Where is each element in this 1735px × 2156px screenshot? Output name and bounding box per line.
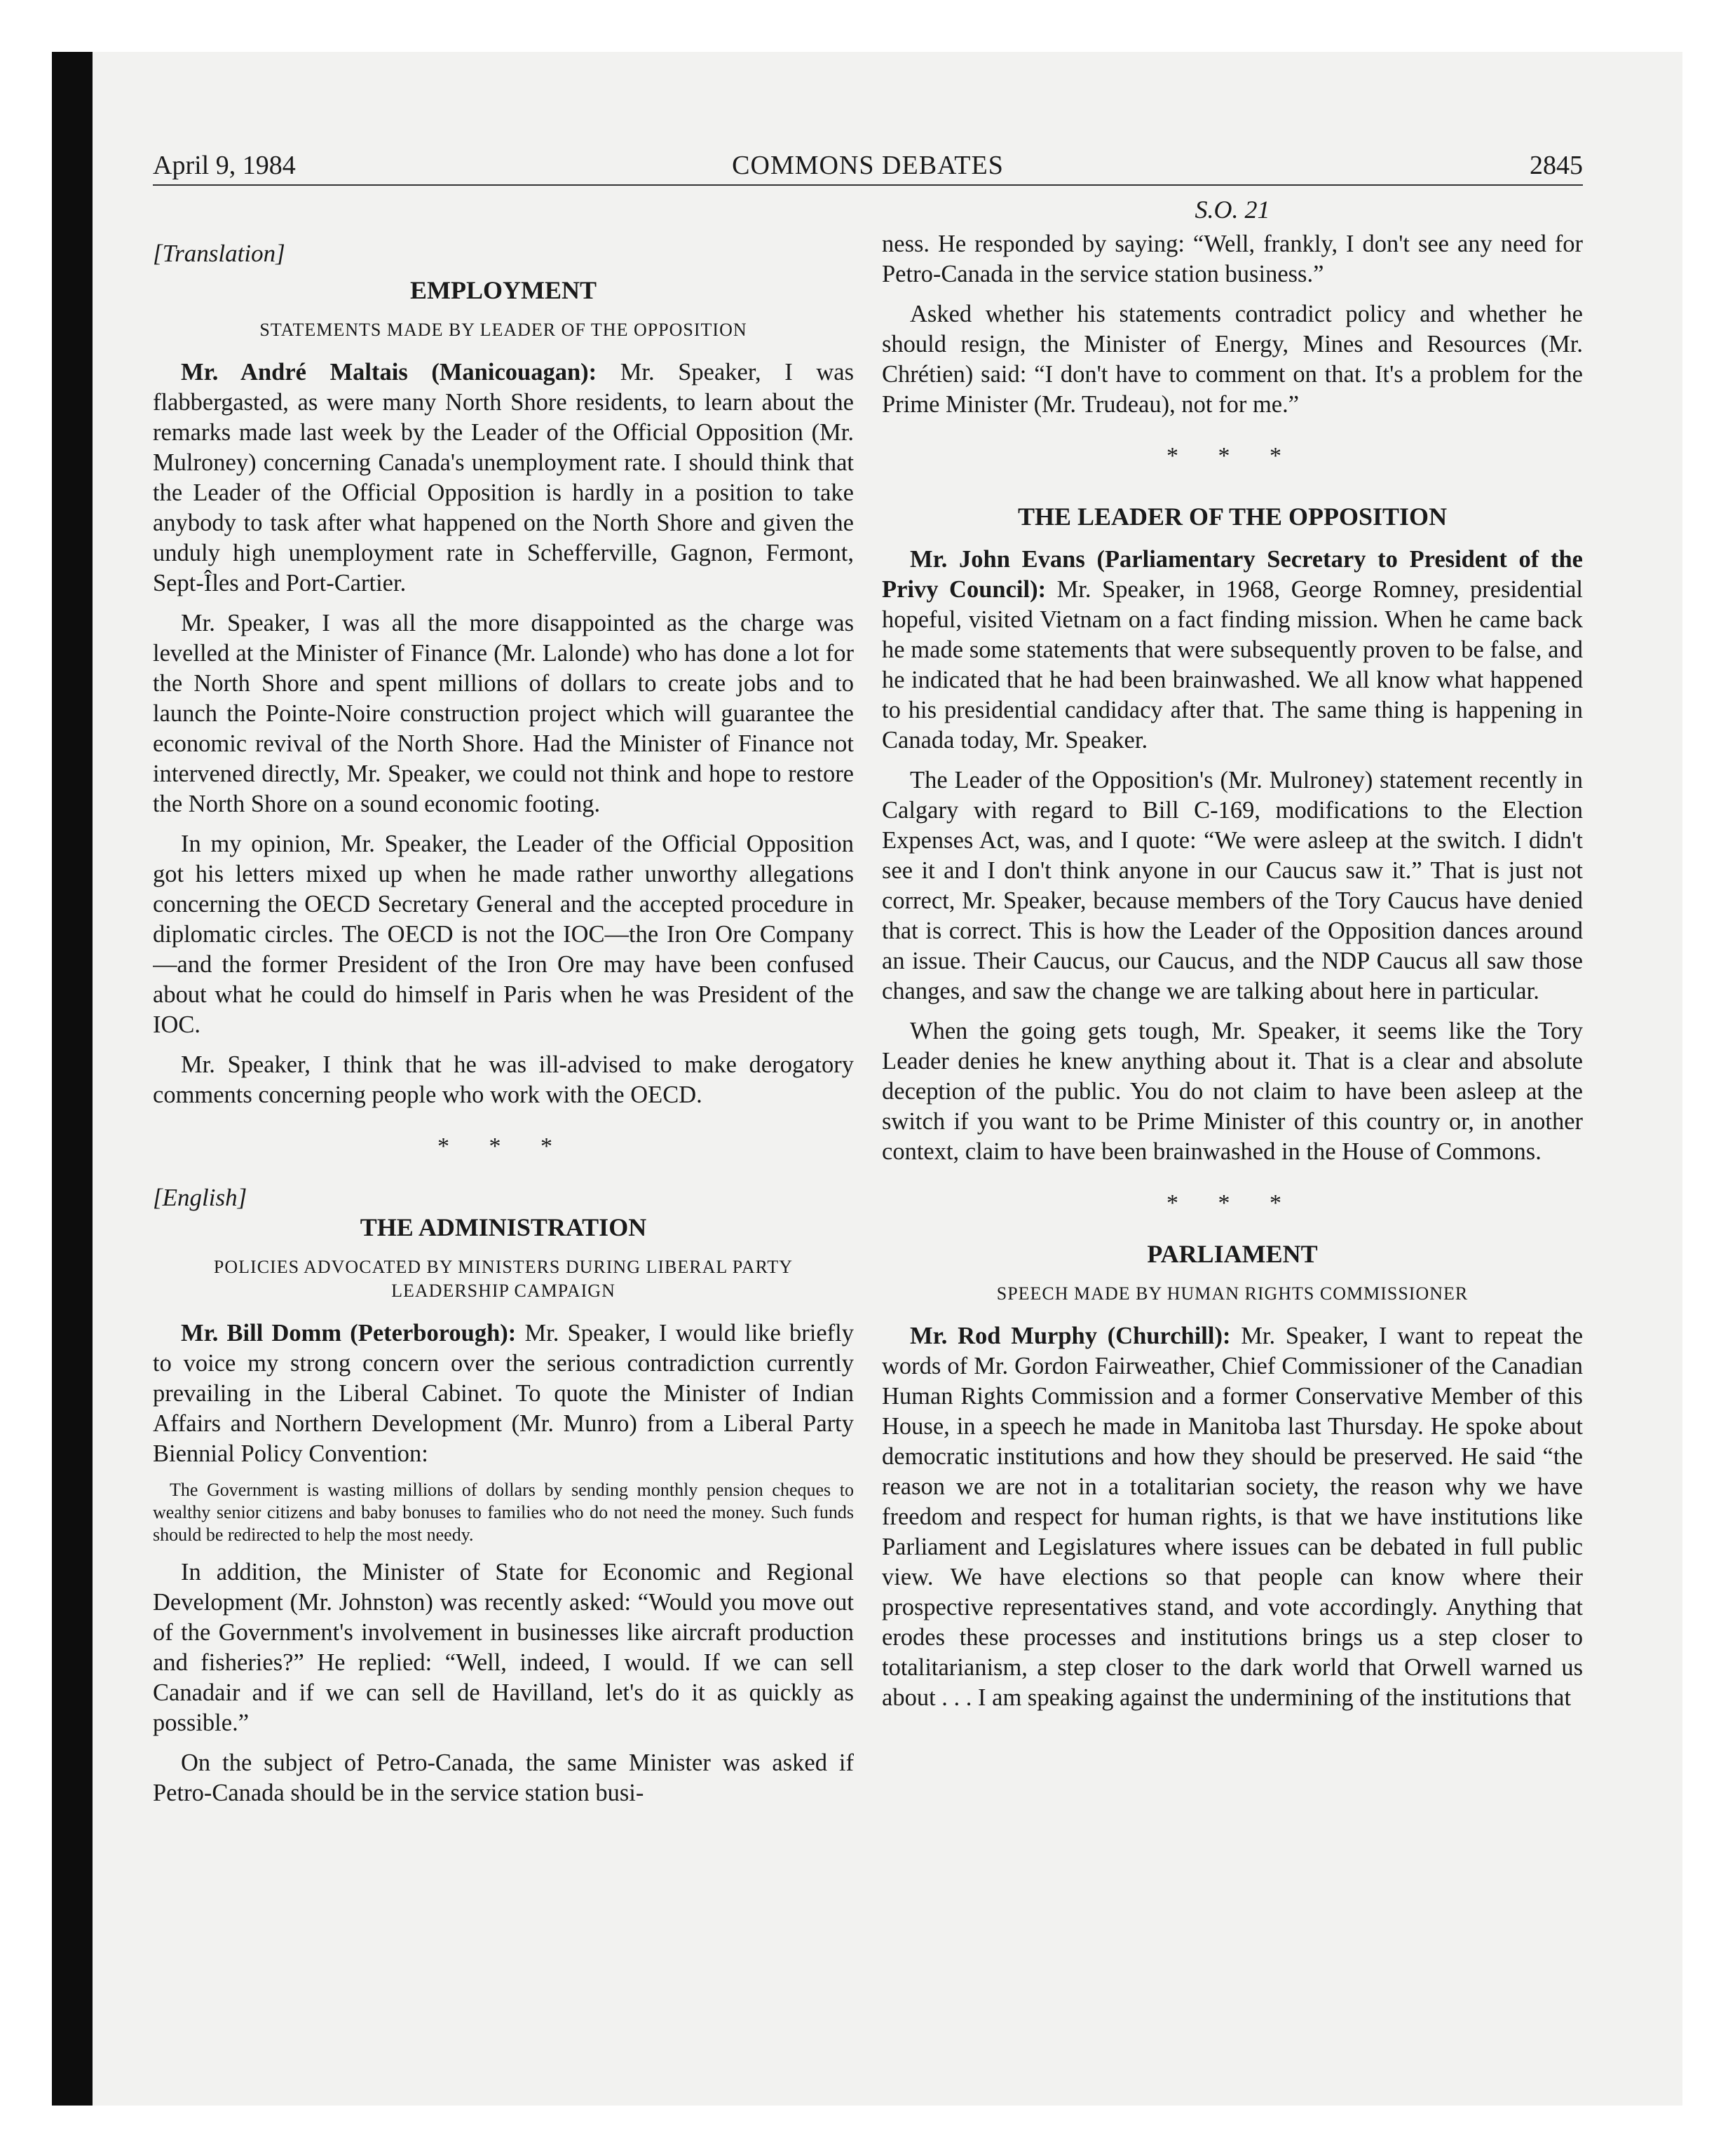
paragraph-text: Mr. Speaker, I would like briefly to voice my strong concern over the serious contradiction currently prevailing in the Liberal Cabinet. To quote the Minister of Indian Affairs and Northern Development (Mr. Munro) from a Liberal Party Biennial Policy Convention: (153, 1320, 854, 1467)
speaker-name: Mr. Rod Murphy (Churchill): (910, 1323, 1231, 1349)
paragraph (153, 1318, 854, 1469)
paragraph-text: Mr. Speaker, in 1968, George Romney, presidential hopeful, visited Vietnam on a fact finding mission. When he came back he made some statements that were subsequently proven to be false, and he indicated that he had been brainwashed. We all know what happened to his presidential candidacy after that. The same thing is happening in Canada today, Mr. Speaker. (882, 576, 1583, 753)
subhead-parliament: SPEECH MADE BY HUMAN RIGHTS COMMISSIONER (996, 1283, 1469, 1304)
paragraph (882, 1321, 1583, 1713)
speaker-name: Mr. John Evans (Parliamentary Secretary to President of the Privy Council): (882, 546, 1583, 603)
left-column (153, 195, 854, 1933)
section-title-administration: THE ADMINISTRATION (360, 1213, 647, 1241)
section-title-parliament: PARLIAMENT (1147, 1240, 1318, 1268)
paragraph-text: Mr. Speaker, I was flabbergasted, as were many North Shore residents, to learn about the remarks made last week by the Leader of the Official Opposition (Mr. Mulroney) concerning Canada's unemployment rate. I should think that the Leader of the Official Opposition is hardly in a position to take anybody to task after what happened on the North Shore and given the unduly high unemployment rate in Schefferville, Gagnon, Fermont, Sept-Îles and Port-Cartier. (153, 359, 854, 596)
header-page-number: 2845 (1530, 151, 1583, 180)
binding-edge (52, 52, 93, 2106)
page-header (153, 149, 1583, 182)
section-separator: * * * (1166, 443, 1298, 469)
paragraph: The Leader of the Opposition's (Mr. Mulroney) statement recently in Calgary with regard to Bill C-169, modifications to the Election Expenses Act, was, and I quote: “We were asleep at the switch. I didn't see it and I don't think anyone in our Caucus saw it.” That is just not correct, Mr. Speaker, because members of the Tory Caucus have denied that is correct. This is how the Leader of the Opposition dances around an issue. Their Caucus, our Caucus, and the NDP Caucus all saw those changes, and saw the change we are talking about here in particular. (882, 767, 1583, 1004)
section-separator: * * * (437, 1133, 569, 1159)
language-marker-english: [English] (153, 1184, 247, 1211)
speaker-name: Mr. André Maltais (Manicouagan): (181, 359, 597, 386)
paragraph: In addition, the Minister of State for Economic and Regional Development (Mr. Johnston) was recently asked: “Would you move out of the Government's involvement in businesses like aircraft production and fisheries?” He replied: “Well, indeed, I would. If we can sell Canadair and if we can sell de Havilland, let's do it as quickly as possible.” (153, 1559, 854, 1736)
paragraph (153, 357, 854, 599)
paragraph: When the going gets tough, Mr. Speaker, it seems like the Tory Leader denies he knew anything about it. That is a clear and absolute deception of the public. You do not claim to have been asleep at the switch if you want to be Prime Minister of this country or, in another context, claim to have been brainwashed in the House of Commons. (882, 1018, 1583, 1165)
subhead-administration: POLICIES ADVOCATED BY MINISTERS DURING LIBERAL PARTY LEADERSHIP CAMPAIGN (213, 1257, 794, 1301)
paragraph: Mr. Speaker, I was all the more disappointed as the charge was levelled at the Minister of Finance (Mr. Lalonde) who has done a lot for the North Shore and spent millions of dollars to create jobs and to launch the Pointe-Noire construction project which will guarantee the economic revival of the North Shore. Had the Minister of Finance not intervened directly, Mr. Speaker, we could not think and hope to restore the North Shore on a sound economic footing. (153, 610, 854, 817)
running-head: S.O. 21 (1195, 196, 1270, 224)
subhead-employment: STATEMENTS MADE BY LEADER OF THE OPPOSITION (259, 320, 747, 340)
paragraph: On the subject of Petro-Canada, the same Minister was asked if Petro-Canada should be in the service station busi- (153, 1749, 854, 1806)
paragraph: In my opinion, Mr. Speaker, the Leader of the Official Opposition got his letters mixed up when he made rather unworthy allegations concerning the OECD Secretary General and the accepted procedure in diplomatic circles. The OECD is not the IOC—the Iron Ore Company—and the former President of the Iron Ore may have been confused about what he could do himself in Paris when he was President of the IOC. (153, 831, 854, 1038)
paragraph: Mr. Speaker, I think that he was ill-advised to make derogatory comments concerning people who work with the OECD. (153, 1051, 854, 1108)
paragraph (882, 545, 1583, 756)
paragraph-continued: ness. He responded by saying: “Well, frankly, I don't see any need for Petro-Canada in the service station business.” (882, 231, 1583, 287)
section-title-employment: EMPLOYMENT (410, 276, 597, 304)
language-marker-translation: [Translation] (153, 240, 285, 267)
section-title-leader-of-opposition: THE LEADER OF THE OPPOSITION (1017, 503, 1448, 531)
paragraph: Asked whether his statements contradict policy and whether he should resign, the Minister of Energy, Mines and Resources (Mr. Chrétien) said: “I don't have to comment on that. It's a problem for the Prime Minister (Mr. Trudeau), not for me.” (882, 301, 1583, 418)
block-quote: The Government is wasting millions of dollars by sending monthly pension cheques to wealthy senior citizens and baby bonuses to families who do not need the money. Such funds should be redirected to help the most needy. (153, 1480, 854, 1545)
right-column (882, 195, 1583, 1933)
header-rule (153, 184, 1583, 186)
speaker-name: Mr. Bill Domm (Peterborough): (181, 1320, 517, 1346)
paragraph-text: Mr. Speaker, I want to repeat the words of Mr. Gordon Fairweather, Chief Commissioner of the Canadian Human Rights Commission and a former Conservative Member of this House, in a speech he made in Manitoba last Thursday. He spoke about democratic institutions and how they should be preserved. He said “the reason we are not in a totalitarian society, the reason why we have freedom and respect for human rights, is that we have institutions like Parliament and Legislatures where issues can be debated in full public view. We have elections so that people can know where their prospective representatives stand, and vote accordingly. Anything that erodes these processes and institutions brings us a step closer to totalitarianism, a step closer to the dark world that Orwell warned us about . . . I am speaking against the undermining of the institutions that (882, 1323, 1583, 1711)
header-date: April 9, 1984 (153, 151, 296, 180)
section-separator: * * * (1166, 1190, 1298, 1216)
header-publication: COMMONS DEBATES (732, 151, 1004, 180)
